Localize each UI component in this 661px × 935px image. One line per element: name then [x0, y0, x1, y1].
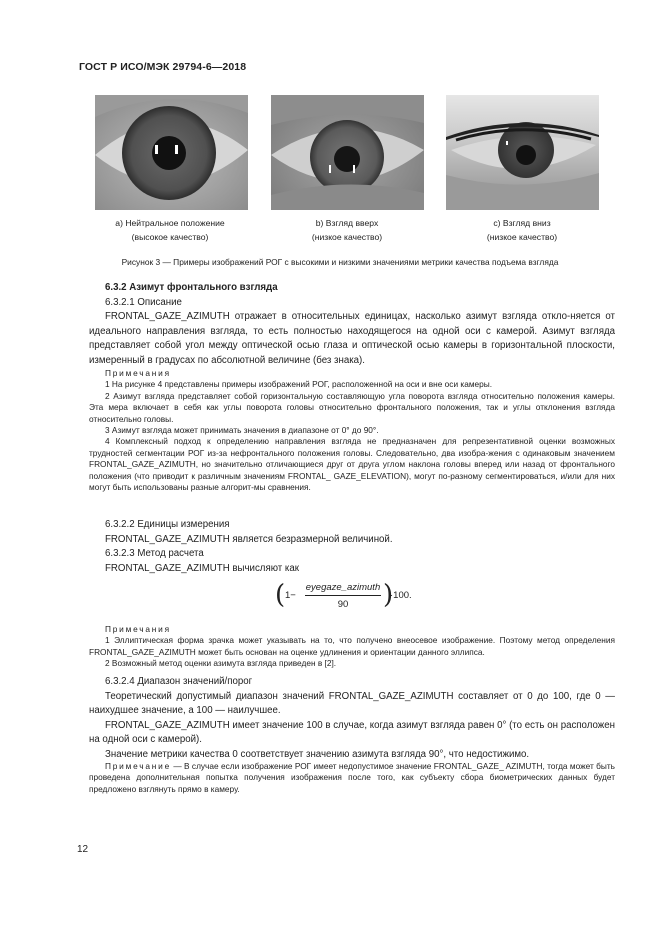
figure-title: Рисунок 3 — Примеры изображений РОГ с высокими и низкими значениями метрики качества подъема взгляда [121, 257, 559, 267]
figure-caption-c [432, 216, 612, 244]
caption-a-label: a) Нейтральное положение [115, 218, 225, 228]
note-4: 4 Комплексный подход к определению направления взгляда не предназначен для репрезентативной оценки возможных трудностей сегментации РОГ из-за нефронтального положения головы. Следовательно, два изобра-жения с одинаковым значением FRONTAL_GAZE_AZIMUTH, но значительно отличающиеся друг от друга углом наклона головы вперед или назад от фронтального положения (что приводит к различным значениям FRONTAL_ GAZE_ELEVATION), могут по-разному сегментироваться, и/или для них могут быть использованы разные алгорит-мы сравнения. [89, 436, 615, 493]
subsection-units-heading: 6.3.2.2 Единицы измерения [105, 519, 230, 530]
formula-denominator: 90 [337, 599, 349, 610]
notes2-block [89, 624, 615, 670]
standard-header: ГОСТ Р ИСО/МЭК 29794-6—2018 [79, 61, 247, 73]
caption-c-quality: (низкое качество) [486, 232, 558, 242]
calc-paragraph: FRONTAL_GAZE_AZIMUTH вычисляют как [105, 562, 299, 574]
section-block-3 [89, 675, 615, 763]
figure-caption-a [80, 216, 260, 244]
units-paragraph: FRONTAL_GAZE_AZIMUTH является безразмерной величиной. [105, 533, 393, 545]
section-block-2 [89, 518, 615, 576]
iris-image-neutral [95, 95, 248, 210]
page-number: 12 [77, 844, 89, 855]
formula-tail: ·100. [390, 590, 412, 601]
caption-c-label: c) Взгляд вниз [493, 218, 551, 228]
notes2-label: Примечания [105, 624, 171, 634]
note-3: 3 Азимут взгляда может принимать значения в диапазоне от 0° до 90°. [105, 425, 379, 436]
note-1: 1 На рисунке 4 представлены примеры изображений РОГ, расположенной на оси и вне оси камеры. [105, 379, 493, 390]
subsection-range-heading: 6.3.2.4 Диапазон значений/порог [105, 676, 253, 687]
range-paragraph-2: FRONTAL_GAZE_AZIMUTH имеет значение 100 в случае, когда азимут взгляда равен 0° (то есть он расположен на одной оси с камерой). [89, 719, 615, 746]
formula-one-minus: 1− [285, 590, 296, 601]
caption-a-quality: (высокое качество) [131, 232, 209, 242]
formula-numerator: eyegaze_azimuth [305, 582, 381, 596]
note2-1: 1 Эллиптическая форма зрачка может указывать на то, что получено внеосевое изображение. Поэтому метод определения FRONTAL_GAZE_AZIMUTH может быть основан на оценке удлинения и ориентации данного эллипса. [89, 635, 615, 657]
subsection-description-heading: 6.3.2.1 Описание [105, 296, 182, 308]
iris-image-gaze-up [271, 95, 424, 210]
final-note-block [89, 761, 615, 795]
notes-block [89, 368, 615, 493]
azimuth-formula [275, 580, 445, 614]
note2-2: 2 Возможный метод оценки азимута взгляда приведен в [2]. [105, 658, 337, 669]
range-paragraph-3: Значение метрики качества 0 соответствует значению азимута взгляда 90°, что недостижимо. [105, 748, 530, 760]
formula-open-paren: ( [275, 580, 286, 610]
iris-figures [95, 95, 610, 215]
final-note-label: Примечание [105, 761, 172, 771]
description-paragraph: FRONTAL_GAZE_AZIMUTH отражает в относительных единицах, насколько азимут взгляда откло-няется от идеального направления взгляда, то есть полностью находящегося на одной оси с камерой. Азимут взгляда представляет собой угол между оптической осью глаза и оптической осью камеры в горизонтальной плоскости, измеренный в градусах по абсолютной величине (без знака). [89, 311, 615, 366]
final-note-text: — В случае если изображение РОГ имеет недопустимое значение FRONTAL_GAZE_ AZIMUTH, тогда может быть проведена дополнительная попытка получения изображения после того, как субъекту сбора биометрических данных будет предложено взглянуть прямо в камеру. [89, 761, 615, 794]
iris-image-gaze-down [446, 95, 599, 210]
subsection-calc-heading: 6.3.2.3 Метод расчета [105, 548, 204, 560]
notes-label: Примечания [105, 368, 171, 378]
caption-b-quality: (низкое качество) [311, 232, 383, 242]
note-2: 2 Азимут взгляда представляет собой горизонтальную составляющую угла поворота взгляда относительно положения камеры. Эта мера включает в себя как углы поворота головы относительно фронтального положения, так и углы отклонения взгляда относительно головы. [89, 390, 615, 424]
formula-close-paren: ) [383, 580, 394, 610]
figure-caption-b [257, 216, 437, 244]
section-heading: 6.3.2 Азимут фронтального взгляда [105, 282, 278, 293]
range-paragraph-1: Теоретический допустимый диапазон значений FRONTAL_GAZE_AZIMUTH составляет от 0 до 100, где 0 — наихудшее значение, а 100 — наилучшее. [89, 690, 615, 717]
caption-b-label: b) Взгляд вверх [315, 218, 379, 228]
section-block-1 [89, 281, 615, 369]
